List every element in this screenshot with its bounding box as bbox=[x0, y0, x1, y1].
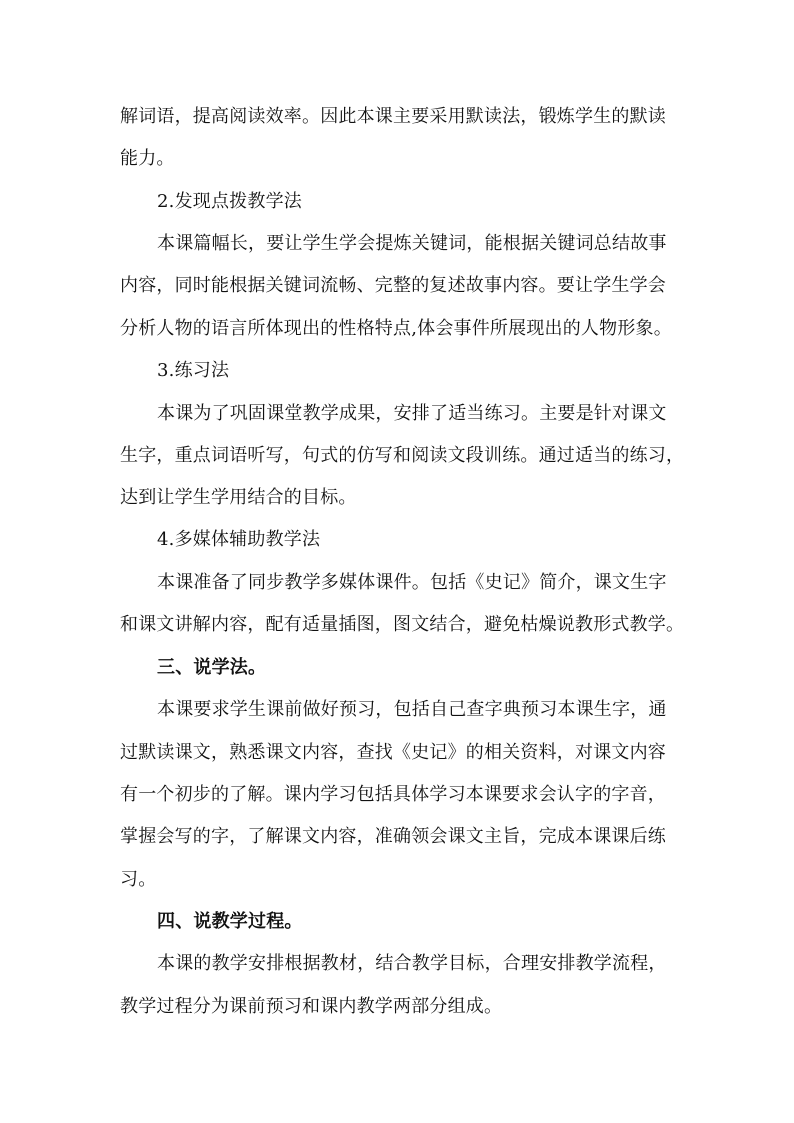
paragraph-line: 达到让学生学用结合的目标。 bbox=[120, 487, 357, 508]
paragraph-line: 分析人物的语言所体现出的性格特点,体会事件所展现出的人物形象。 bbox=[120, 318, 672, 339]
paragraph-line: 内容，同时能根据关键词流畅、完整的复述故事内容。要让学生学会 bbox=[120, 275, 666, 296]
subheading-practice-method: 3.练习法 bbox=[157, 360, 230, 381]
paragraph-line: 过默读课文，熟悉课文内容，查找《史记》的相关资料，对课文内容 bbox=[120, 742, 666, 763]
paragraph-line: 本课准备了同步教学多媒体课件。包括《史记》简介，课文生字 bbox=[157, 572, 667, 593]
paragraph-line: 和课文讲解内容，配有适量插图，图文结合，避免枯燥说教形式教学。 bbox=[120, 614, 685, 635]
paragraph-line: 教学过程分为课前预习和课内教学两部分组成。 bbox=[120, 996, 503, 1017]
paragraph-line: 能力。 bbox=[120, 148, 175, 169]
paragraph-line: 习。 bbox=[120, 869, 157, 890]
paragraph-line: 有一个初步的了解。课内学习包括具体学习本课要求会认字的字音， bbox=[120, 784, 666, 805]
subheading-multimedia-method: 4.多媒体辅助教学法 bbox=[157, 529, 321, 550]
paragraph-line: 掌握会写的字，了解课文内容，准确领会课文主旨，完成本课课后练 bbox=[120, 826, 666, 847]
paragraph-line: 本课为了巩固课堂教学成果，安排了适当练习。主要是针对课文 bbox=[157, 403, 667, 424]
paragraph-line: 解词语，提高阅读效率。因此本课主要采用默读法，锻炼学生的默读 bbox=[120, 106, 666, 127]
subheading-discovery-method: 2.发现点拨教学法 bbox=[157, 191, 302, 212]
section-heading-teaching-process: 四、说教学过程。 bbox=[157, 911, 303, 932]
paragraph-line: 本课的教学安排根据教材，结合教学目标，合理安排教学流程， bbox=[157, 953, 667, 974]
paragraph-line: 本课要求学生课前做好预习，包括自己查字典预习本课生字，通 bbox=[157, 699, 667, 720]
section-heading-learning-method: 三、说学法。 bbox=[157, 657, 267, 678]
paragraph-line: 本课篇幅长，要让学生学会提炼关键词，能根据关键词总结故事 bbox=[157, 233, 667, 254]
paragraph-line: 生字，重点词语听写，句式的仿写和阅读文段训练。通过适当的练习， bbox=[120, 445, 685, 466]
